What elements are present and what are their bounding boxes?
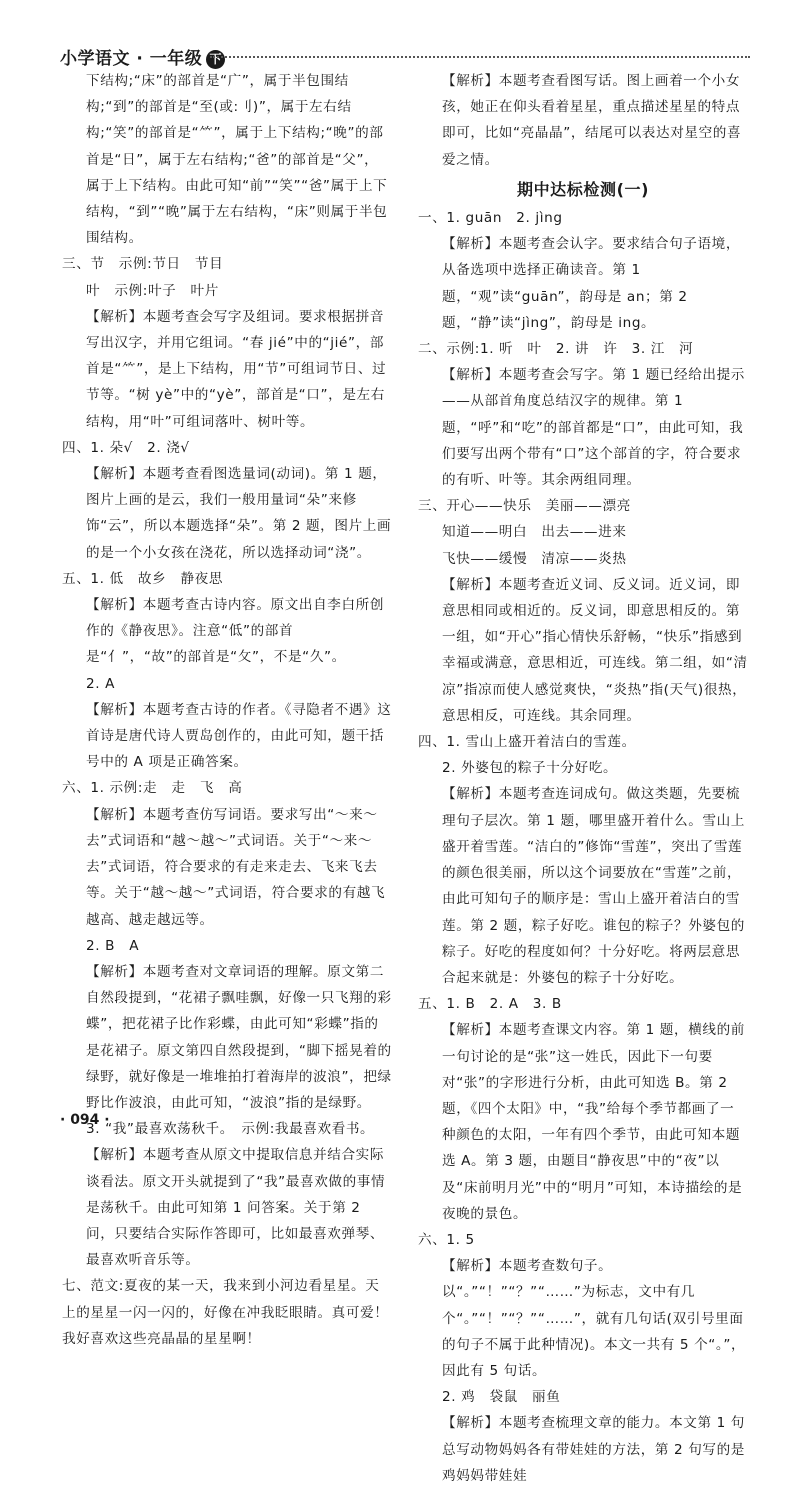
page-header	[60, 42, 750, 68]
page-number: · 094 ·	[60, 1112, 110, 1128]
right-paragraph: 【解析】本题考查会写字。第 1 题已经给出提示——从部首角度总结汉字的规律。第 1 题，“呼”和“吃”的部首都是“口”，由此可知，我们要写出两个带有“口”这个部首的字，符合要求的有听、叶等。其余两组同理。	[442, 367, 745, 489]
right-paragraph: 【解析】本题考查课文内容。第 1 题，横线的前一句讨论的是“张”这一姓氏，因此下一句要对“张”的字形进行分析，由此可知选 B。第 2 题，《四个太阳》中，“我”给每个季节都画了一种颜色的太阳，一年有四个季节，由此可知本题选 A。第 3 题，由题目“静夜思”中的“夜”以及“床前明月光”中的“明月”可知，本诗描绘的是夜晚的景色。	[442, 1022, 745, 1222]
right-paragraph: 【解析】本题考查梳理文章的能力。本文第 1 句总写动物妈妈各有带娃娃的方法，第 2 句写的是鸡妈妈带娃娃	[442, 1415, 745, 1484]
volume-badge: 下	[206, 50, 225, 69]
left-paragraph: 五、1. 低 故乡 静夜思	[62, 570, 224, 587]
right-paragraph: 二、示例:1. 听 叶 2. 讲 许 3. 江 河	[418, 341, 694, 358]
right-paragraph: 一、1. guān 2. jìng	[418, 210, 563, 227]
right-paragraph: 2. 外婆包的粽子十分好吃。	[442, 760, 618, 777]
header-rule	[210, 56, 750, 58]
left-paragraph: 四、1. 朵√ 2. 浇√	[62, 439, 190, 456]
right-paragraph: 知道——明白 出去——进来	[442, 524, 627, 541]
left-paragraph: 【解析】本题考查从原文中提取信息并结合实际谈看法。原文开头就提到了“我”最喜欢做的事情是荡秋千。由此可知第 1 问答案。关于第 2 问，只要结合实际作答即可，比如最喜欢弹琴、最喜欢听音乐等。	[86, 1147, 386, 1269]
left-paragraph: 叶 示例:叶子 叶片	[86, 282, 219, 299]
right-column-body	[418, 205, 748, 1489]
left-paragraph: 【解析】本题考查仿写词语。要求写出“～来～去”式词语和“越～越～”式词语。关于“～来～去”式词语，符合要求的有走来走去、飞来飞去等。关于“越～越～”式词语，符合要求的有越飞越高、越走越远等。	[86, 806, 386, 928]
left-paragraph: 【解析】本题考查对文章词语的理解。原文第二自然段提到，“花裙子飘哇飘，好像一只飞翔的彩蝶”，把花裙子比作彩蝶，由此可知“彩蝶”指的是花裙子。原文第四自然段提到，“脚下摇晃着的绿野，就好像是一堆堆拍打着海岸的波浪”，把绿野比作波浪，由此可知，“波浪”指的是绿野。	[86, 963, 392, 1111]
left-paragraph: 【解析】本题考查会写字及组词。要求根据拼音写出汉字，并用它组词。“春 jié”中的“jié”，部首是“⺮”，是上下结构，用“节”可组词节日、过节等。“树 yè”中的“yè”，部首是“口”，是左右结构，用“叶”可组词落叶、树叶等。	[86, 308, 387, 430]
right-paragraph: 【解析】本题考查近义词、反义词。近义词，即意思相同或相近的。反义词，即意思相反的。第一组，如“开心”指心情快乐舒畅，“快乐”指感到幸福或满意，意思相近，可连线。第二组，如“清凉”指凉而使人感觉爽快，“炎热”指(天气)很热，意思相反，可连线。其余同理。	[442, 576, 748, 724]
left-paragraph: 【解析】本题考查古诗的作者。《寻隐者不遇》这首诗是唐代诗人贾岛创作的，由此可知，题干括号中的 A 项是正确答案。	[86, 701, 392, 771]
right-paragraph: 五、1. B 2. A 3. B	[418, 996, 562, 1013]
right-paragraph: 【解析】本题考查数句子。以“。”“！”“？”“……”为标志，文中有几个“。”“！”“？”“……”，就有几句话(双引号里面的句子不属于此种情况)。本文一共有 5 个“。”，因此有 5 句话。	[442, 1258, 746, 1379]
left-paragraph: 【解析】本题考查古诗内容。原文出自李白所创作的《静夜思》。注意“低”的部首是“亻”，“故”的部首是“攵”，不是“久”。	[86, 597, 385, 666]
left-paragraph: 3. “我”最喜欢荡秋千。 示例:我最喜欢看书。	[86, 1121, 375, 1138]
left-paragraph: 2. A	[86, 675, 115, 692]
left-paragraph: 三、节 示例:节日 节目	[62, 256, 224, 273]
right-paragraph: 【解析】本题考查连词成句。做这类题，先要梳理句子层次。第 1 题，哪里盛开着什么。雪山上盛开着雪莲。“洁白的”修饰“雪莲”，突出了雪莲的颜色很美丽，所以这个词要放在“雪莲”之前，由此可知句子的顺序是：雪山上盛开着洁白的雪莲。第 2 题，粽子好吃。谁包的粽子？外婆包的粽子。好吃的程度如何？十分好吃。将两层意思合起来就是：外婆包的粽子十分好吃。	[442, 786, 745, 986]
left-paragraph: 【解析】本题考查看图选量词(动词)。第 1 题，图片上画的是云，我们一般用量词“朵”来修饰“云”，所以本题选择“朵”。第 2 题，图片上画的是一个小女孩在浇花，所以选择动词“浇”。	[86, 466, 392, 561]
right-intro-paragraph: 【解析】本题考查看图写话。图上画着一个小女孩，她正在仰头看着星星，重点描述星星的特点即可，比如“亮晶晶”，结尾可以表达对星空的喜爱之情。	[442, 73, 742, 168]
left-column	[62, 68, 392, 1352]
left-paragraph: 六、1. 示例:走 走 飞 高	[62, 780, 243, 797]
right-paragraph: 三、开心——快乐 美丽——漂亮	[418, 498, 631, 515]
left-paragraph: 七、范文:夏夜的某一天，我来到小河边看星星。天上的星星一闪一闪的，好像在冲我眨眼睛。真可爱！我好喜欢这些亮晶晶的星星啊！	[62, 1278, 389, 1347]
right-paragraph: 2. 鸡 袋鼠 丽鱼	[442, 1389, 561, 1406]
section-heading: 期中达标检测(一)	[516, 179, 650, 199]
right-paragraph: 飞快——缓慢 清凉——炎热	[442, 550, 627, 567]
right-column	[418, 68, 748, 1489]
right-paragraph: 六、1. 5	[418, 1231, 475, 1248]
left-paragraph: 下结构;“床”的部首是“广”，属于半包围结构;“到”的部首是“至(或:刂)”，属于左右结构;“笑”的部首是“⺮”，属于上下结构;“晚”的部首是“日”，属于左右结构;“爸”的部首是“父”，属于上下结构。由此可知“前”“笑”“爸”属于上下结构，“到”“晚”属于左右结构，“床”则属于半包围结构。	[86, 73, 388, 247]
right-paragraph: 四、1. 雪山上盛开着洁白的雪莲。	[418, 734, 636, 751]
right-paragraph: 【解析】本题考查会认字。要求结合句子语境，从备选项中选择正确读音。第 1 题，“观”读“guān”，韵母是 an；第 2 题，“静”读“jìng”，韵母是 ing。	[442, 236, 741, 331]
book-title: 小学语文 · 一年级 下	[60, 44, 225, 69]
left-paragraph: 2. B A	[86, 937, 140, 954]
